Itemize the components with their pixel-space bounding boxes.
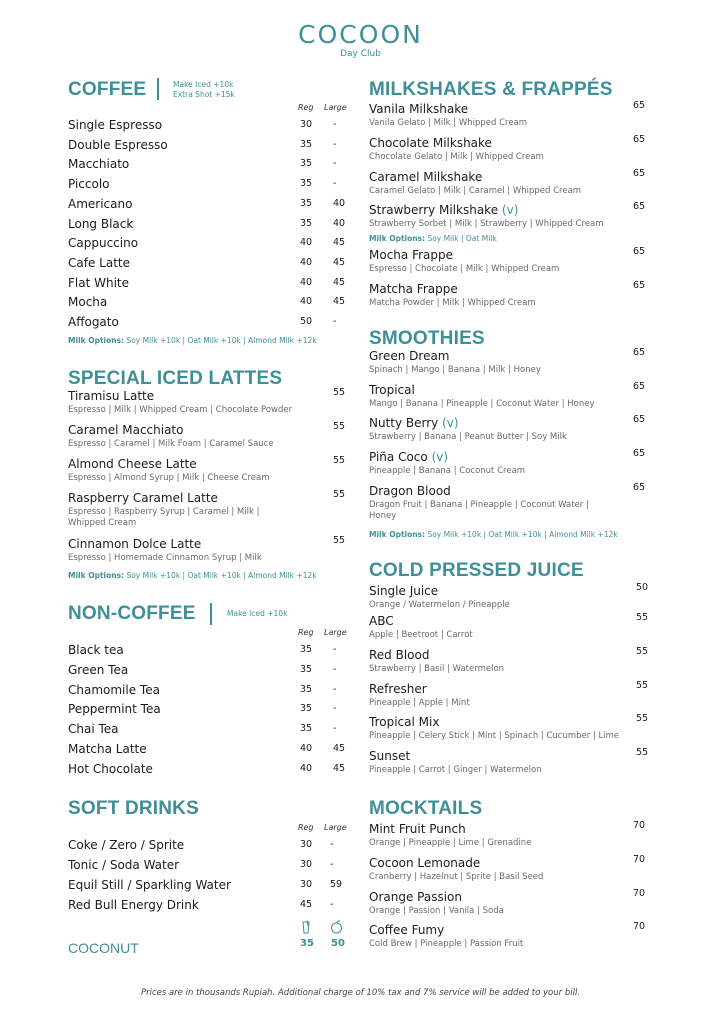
coffee-large-header: Large	[324, 103, 347, 112]
menu-item-name: Cappuccino	[68, 236, 139, 251]
menu-item-name: Hot Chocolate	[68, 761, 153, 776]
menu-item-name: Equil Still / Sparkling Water	[68, 878, 231, 892]
menu-item-price: 55	[636, 713, 649, 724]
menu-item-reg-price: 35	[300, 723, 313, 735]
menu-item-name	[369, 102, 468, 116]
soft-large-header: Large	[324, 823, 347, 832]
menu-item-desc: Espresso | Almond Syrup | Milk | Cheese Cream	[68, 473, 270, 483]
menu-item-label: Nutty Berry	[369, 416, 439, 430]
menu-item-price: 65	[633, 381, 646, 392]
menu-item-reg-price: 30	[300, 859, 313, 870]
menu-item-name	[369, 715, 439, 729]
menu-item-name	[369, 584, 438, 598]
coffee-note-iced: Make Iced +10k	[173, 80, 234, 89]
menu-item-reg-price: 50	[300, 316, 313, 327]
menu-item-large-price: -	[333, 644, 337, 655]
menu-item-price: 55	[333, 421, 346, 432]
menu-item-reg-price: 35	[300, 178, 313, 190]
menu-item-name	[369, 822, 466, 836]
menu-item-name: Cafe Latte	[68, 255, 130, 270]
menu-item-name: Matcha Latte	[68, 742, 147, 756]
menu-item-desc: Strawberry | Banana | Peanut Butter | Soy Milk	[369, 432, 567, 442]
menu-item-price: 65	[633, 201, 646, 212]
menu-item-label: Almond Cheese Latte	[68, 457, 197, 471]
menu-item-name	[369, 282, 458, 296]
menu-item-large-price: -	[333, 138, 337, 150]
menu-item-name	[369, 484, 451, 498]
menu-item-desc: Caramel Gelato | Milk | Caramel | Whipped Cream	[369, 186, 582, 196]
menu-item-large-price: 45	[333, 237, 346, 249]
menu-item-reg-price: 30	[300, 839, 313, 850]
menu-item-name: Mocha	[68, 295, 108, 310]
menu-item-desc: Espresso | Raspberry Syrup | Caramel | Milk |	[68, 507, 260, 517]
lattes-title: SPECIAL ICED LATTES	[68, 368, 283, 389]
menu-item-label: Mint Fruit Punch	[369, 822, 466, 836]
menu-item-label: Orange Passion	[369, 890, 462, 904]
menu-item-price: 70	[633, 921, 646, 932]
menu-item-desc: Spinach | Mango | Banana | Milk | Honey	[369, 365, 541, 375]
menu-item-label: Dragon Blood	[369, 484, 451, 498]
menu-item-desc: Matcha Powder | Milk | Whipped Cream	[369, 298, 536, 308]
menu-item-name: Flat White	[68, 275, 130, 290]
menu-item-price: 55	[636, 747, 649, 758]
menu-item-large-price: 45	[333, 296, 346, 308]
menu-item-name	[68, 423, 183, 437]
menu-item-reg-price: 40	[300, 296, 313, 308]
menu-item-name: Green Tea	[68, 662, 129, 677]
menu-item-price: 65	[633, 448, 646, 459]
menu-item-large-price: -	[333, 663, 337, 675]
menu-item-name	[68, 389, 154, 403]
menu-item-name: Tonic / Soda Water	[68, 858, 180, 872]
coffee-note-shot: Extra Shot +15k	[173, 90, 235, 99]
menu-item-price: 65	[633, 168, 646, 179]
menu-item-large-price: -	[330, 839, 334, 850]
menu-item-large-price: 45	[333, 743, 346, 754]
menu-item-label: Chocolate Milkshake	[369, 136, 492, 150]
menu-item-large-price: -	[333, 683, 337, 695]
menu-item-large-price: -	[333, 158, 337, 170]
menu-item-label: Strawberry Milkshake	[369, 203, 499, 217]
menu-item-reg-price: 40	[300, 276, 313, 288]
menu-item-label: Piña Coco	[369, 450, 428, 464]
menu-item-name: Americano	[68, 196, 133, 211]
menu-item-desc: Chocolate Gelato | Milk | Whipped Cream	[369, 152, 544, 162]
menu-item-name	[369, 682, 427, 696]
lattes-milk-options: Milk Options: Soy Milk +10k | Oat Milk +10k | Almond Milk +12k	[68, 571, 317, 580]
menu-item-price: 55	[636, 646, 649, 657]
coffee-milk-options: Milk Options: Soy Milk +10k | Oat Milk +10k | Almond Milk +12k	[68, 336, 317, 345]
menu-item-large-price: -	[333, 178, 337, 190]
menu-item-large-price: -	[333, 723, 337, 735]
menu-item-name: Double Espresso	[68, 137, 168, 152]
coffee-note-divider	[157, 78, 159, 100]
menu-item-name	[369, 416, 459, 430]
menu-item-name	[369, 749, 410, 763]
menu-item-label: ABC	[369, 614, 394, 628]
menu-item-price: 65	[633, 134, 646, 145]
menu-item-name	[369, 383, 415, 397]
menu-item-reg-price: 40	[300, 237, 313, 249]
menu-item-reg-price: 35	[300, 683, 313, 695]
menu-item-name: Macchiato	[68, 157, 130, 172]
menu-item-name	[369, 648, 429, 662]
menu-item-price: 65	[633, 280, 646, 291]
menu-item-label: Matcha Frappe	[369, 282, 458, 296]
menu-item-price: 70	[633, 888, 646, 899]
menu-item-price: 55	[636, 612, 649, 623]
menu-item-name	[369, 203, 518, 217]
coffee-reg-header: Reg	[298, 103, 314, 112]
footer-note: Prices are in thousands Rupiah. Additional charge of 10% tax and 7% service will be added to your bill.	[140, 988, 581, 998]
menu-item-large-price: -	[333, 119, 337, 130]
menu-item-large-price: -	[330, 899, 334, 910]
menu-item-price: 55	[333, 535, 346, 546]
menu-item-desc-cont: Whipped Cream	[68, 518, 137, 528]
noncoffee-reg-header: Reg	[298, 628, 314, 637]
menu-item-name: Piccolo	[68, 177, 110, 192]
menu-item-name	[369, 450, 448, 464]
coconut-drink-icon	[300, 920, 312, 934]
menu-item-price: 65	[633, 347, 646, 358]
menu-item-price: 55	[333, 489, 346, 500]
menu-item-name: Coke / Zero / Sprite	[68, 838, 185, 852]
menu-item-desc: Pineapple | Apple | Mint	[369, 698, 470, 708]
menu-item-name	[68, 537, 201, 551]
menu-item-price: 50	[636, 582, 649, 593]
menu-item-large-price: 45	[333, 276, 346, 288]
smoothies-milk-options: Milk Options: Soy Milk +10k | Oat Milk +10k | Almond Milk +12k	[369, 530, 618, 539]
menu-item-desc: Espresso | Caramel | Milk Foam | Caramel Sauce	[68, 439, 274, 449]
menu-item-name: Black tea	[68, 643, 124, 657]
menu-item-large-price: 45	[333, 256, 346, 268]
menu-item-desc: Espresso | Homemade Cinnamon Syrup | Milk	[68, 553, 262, 563]
menu-item-label: Single Juice	[369, 584, 439, 598]
menu-item-large-price: -	[330, 859, 334, 870]
menu-item-desc: Orange | Passion | Vanila | Soda	[369, 906, 504, 916]
menu-item-label: Cocoon Lemonade	[369, 856, 481, 870]
mocktails-title: MOCKTAILS	[369, 798, 483, 819]
menu-item-name	[369, 923, 444, 937]
menu-item-label: Caramel Milkshake	[369, 170, 483, 184]
menu-item-label: Red Blood	[369, 648, 430, 662]
menu-item-label: Mocha Frappe	[369, 248, 453, 262]
menu-item-reg-price: 40	[300, 762, 313, 774]
menu-item-large-price: -	[333, 703, 337, 715]
menu-item-desc: Cranberry | Hazelnut | Sprite | Basil Seed	[369, 872, 544, 882]
menu-item-label: Tropical Mix	[369, 715, 440, 729]
menu-item-reg-price: 35	[300, 644, 313, 655]
noncoffee-note-divider	[210, 603, 212, 625]
menu-item-desc: Cold Brew | Pineapple | Passion Fruit	[369, 939, 524, 949]
menu-item-reg-price: 40	[300, 743, 313, 754]
menu-item-reg-price: 30	[300, 879, 313, 890]
menu-item-desc: Orange | Pineapple | Lime | Grenadine	[369, 838, 532, 848]
menu-item-desc: Strawberry | Basil | Watermelon	[369, 664, 505, 674]
milkshakes-title: MILKSHAKES & FRAPPÉS	[369, 79, 613, 100]
coconut-price-whole: 50	[331, 938, 345, 949]
noncoffee-title: NON-COFFEE	[68, 603, 196, 624]
menu-item-reg-price: 35	[300, 703, 313, 715]
menu-item-label: Refresher	[369, 682, 427, 696]
menu-item-label: Green Dream	[369, 349, 450, 363]
menu-item-label: Coffee Fumy	[369, 923, 445, 937]
menu-item-reg-price: 35	[300, 138, 313, 150]
brand-logo	[0, 22, 721, 59]
menu-item-reg-price: 35	[300, 217, 313, 229]
noncoffee-large-header: Large	[324, 628, 347, 637]
menu-item-desc: Mango | Banana | Pineapple | Coconut Water | Honey	[369, 399, 595, 409]
menu-item-large-price: -	[333, 316, 337, 327]
soft-reg-header: Reg	[298, 823, 314, 832]
menu-item-name	[68, 457, 197, 471]
menu-item-name	[369, 856, 480, 870]
menu-item-desc-cont: Honey	[369, 511, 397, 521]
menu-item-name	[369, 248, 453, 262]
vegan-mark: (v)	[501, 203, 519, 217]
menu-item-price: 70	[633, 854, 646, 865]
menu-item-reg-price: 30	[300, 119, 313, 130]
menu-item-name	[68, 491, 218, 505]
menu-item-price: 65	[633, 246, 646, 257]
menu-item-label: Sunset	[369, 749, 411, 763]
coconut-price-reg: 35	[300, 938, 314, 949]
menu-item-reg-price: 35	[300, 663, 313, 675]
menu-item-label: Vanila Milkshake	[369, 102, 469, 116]
vegan-mark: (v)	[442, 416, 459, 430]
menu-item-price: 55	[333, 455, 346, 466]
menu-item-name: Single Espresso	[68, 118, 163, 132]
menu-item-label: Tiramisu Latte	[68, 389, 155, 403]
menu-item-name: Peppermint Tea	[68, 702, 161, 717]
vegan-mark: (v)	[431, 450, 449, 464]
soft-title: SOFT DRINKS	[68, 798, 199, 819]
juice-title: COLD PRESSED JUICE	[369, 560, 584, 581]
menu-item-price: 65	[633, 414, 646, 425]
menu-item-name: Red Bull Energy Drink	[68, 898, 199, 912]
menu-item-desc: Pineapple | Banana | Coconut Cream	[369, 466, 526, 476]
menu-item-name: Chamomile Tea	[68, 682, 160, 697]
menu-item-large-price: 40	[333, 217, 346, 229]
menu-item-desc: Pineapple | Carrot | Ginger | Watermelon	[369, 765, 542, 775]
menu-item-desc: Dragon Fruit | Banana | Pineapple | Coconut Water |	[369, 500, 589, 510]
smoothies-title: SMOOTHIES	[369, 328, 485, 349]
menu-item-reg-price: 35	[300, 197, 313, 209]
menu-item-name: Chai Tea	[68, 722, 119, 737]
menu-item-name	[369, 136, 492, 150]
menu-item-label: Tropical	[369, 383, 415, 397]
menu-item-desc: Orange / Watermelon / Pineapple	[369, 600, 510, 610]
milkshakes-milk-options: Milk Options: Soy Milk | Oat Milk	[369, 234, 497, 243]
menu-item-name: Affogato	[68, 315, 119, 329]
menu-item-price: 65	[633, 100, 646, 111]
menu-item-desc: Vanila Gelato | Milk | Whipped Cream	[369, 118, 528, 128]
menu-item-reg-price: 45	[300, 899, 313, 910]
menu-item-label: Caramel Macchiato	[68, 423, 184, 437]
menu-item-large-price: 59	[330, 879, 343, 890]
menu-item-desc: Pineapple | Celery Stick | Mint | Spinach | Cucumber | Lime	[369, 731, 620, 741]
menu-item-price: 55	[333, 387, 346, 398]
menu-item-desc: Espresso | Milk | Whipped Cream | Chocolate Powder	[68, 405, 293, 415]
menu-item-desc: Espresso | Chocolate | Milk | Whipped Cream	[369, 264, 560, 274]
menu-item-name: Long Black	[68, 216, 134, 231]
menu-item-large-price: 45	[333, 762, 346, 774]
menu-item-price: 55	[636, 680, 649, 691]
menu-item-name	[369, 614, 394, 628]
menu-item-reg-price: 40	[300, 256, 313, 268]
menu-item-name	[369, 349, 450, 363]
coconut-title: COCONUT	[68, 940, 139, 956]
noncoffee-note-iced: Make Iced +10k	[227, 609, 288, 618]
coffee-title: COFFEE	[68, 79, 147, 100]
menu-item-price: 70	[633, 820, 646, 831]
brand-sub: Day Club	[340, 49, 381, 59]
menu-item-name	[369, 170, 482, 184]
menu-item-label: Cinnamon Dolce Latte	[68, 537, 202, 551]
menu-item-desc: Strawberry Sorbet | Milk | Strawberry | Whipped Cream	[369, 219, 604, 229]
menu-item-large-price: 40	[333, 197, 346, 209]
menu-item-name	[369, 890, 462, 904]
brand-name: COCOON	[298, 20, 423, 49]
menu-item-label: Raspberry Caramel Latte	[68, 491, 218, 505]
menu-item-desc: Apple | Beetroot | Carrot	[369, 630, 473, 640]
coconut-whole-icon	[330, 920, 343, 934]
menu-item-price: 65	[633, 482, 646, 493]
menu-item-reg-price: 35	[300, 158, 313, 170]
